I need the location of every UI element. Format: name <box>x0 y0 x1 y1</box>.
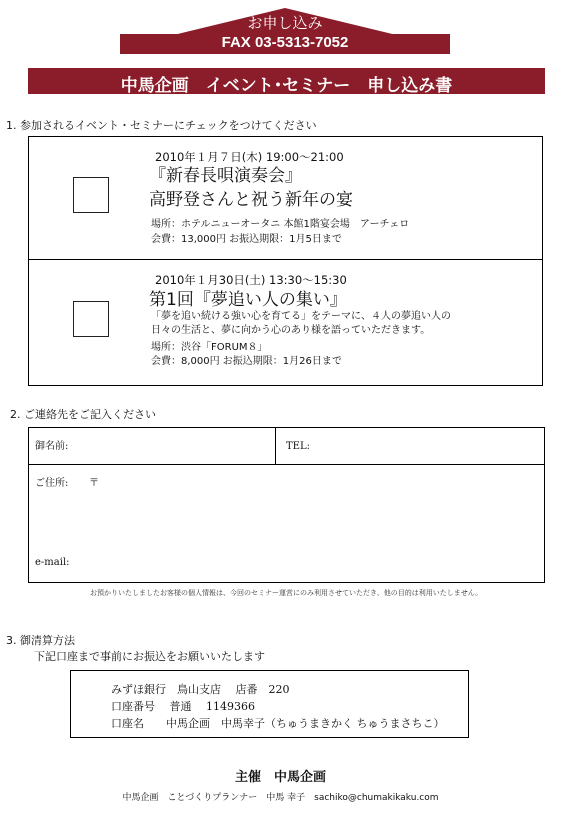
section2-heading: 2. ご連絡先をご記入ください <box>10 408 156 421</box>
event2-desc-line1: 「夢を追い続ける強い心を育てる」をテーマに、４人の夢追い人の <box>151 311 451 322</box>
email-label: e-mail: <box>35 557 70 568</box>
bank-info-box <box>70 670 469 738</box>
apply-label: お申し込み <box>247 14 323 32</box>
contact-form <box>28 427 545 583</box>
address-field[interactable] <box>29 465 544 545</box>
events-box <box>28 136 543 386</box>
bank-name: みずほ銀行 鳥山支店 店番 220 <box>111 683 290 696</box>
name-field[interactable] <box>29 430 274 464</box>
tel-field[interactable] <box>276 430 544 464</box>
section3-subheading: 下記口座まで事前にお振込をお願いいたします <box>34 650 265 663</box>
event1-checkbox[interactable] <box>73 177 109 213</box>
event2-title: 第1回『夢追い人の集い』 <box>149 290 347 310</box>
event2-date: 2010年１月30日(土) 13:30〜15:30 <box>155 273 347 287</box>
event1-date: 2010年１月７日(木) 19:00〜21:00 <box>155 150 344 164</box>
fax-number: FAX 03-5313-7052 <box>221 34 349 51</box>
tel-label: TEL: <box>286 441 310 452</box>
event2-place: 場所：渋谷「FORUM８」 <box>151 342 268 353</box>
contact-info: 中馬企画 ことづくりプランナー 中馬 幸子 sachiko@chumakikaku.com <box>122 793 439 803</box>
account-name: 口座名 中馬企画 中馬幸子（ちゅうまきかく ちゅうまさちこ） <box>111 717 445 730</box>
name-label: 御名前: <box>35 441 69 452</box>
section3-heading: 3. 御清算方法 <box>6 634 75 647</box>
section1-heading: 1. 参加されるイベント・セミナーにチェックをつけてください <box>6 119 317 132</box>
events-divider <box>29 259 542 260</box>
event2-checkbox[interactable] <box>73 301 109 337</box>
event2-desc-line2: 日々の生活と、夢に向かう心のあり様を語っていただきます。 <box>151 325 431 336</box>
event1-subtitle: 高野登さんと祝う新年の宴 <box>149 190 353 210</box>
event1-title: 『新春長唄演奏会』 <box>149 166 302 186</box>
page-title: 中馬企画 イベント･セミナー 申し込み書 <box>120 76 453 96</box>
organizer: 主催 中馬企画 <box>234 770 326 785</box>
address-label: ご住所: <box>35 478 69 489</box>
event1-fee: 会費：13,000円 お振込期限：1月5日まで <box>151 234 342 245</box>
account-number: 口座番号 普通 1149366 <box>111 700 255 713</box>
event2-fee: 会費：8,000円 お振込期限：1月26日まで <box>151 356 342 367</box>
privacy-note: お預かりいたしましたお客様の個人情報は、今回のセミナー運営にのみ利用させていただき、他の目的は利用いたしません。 <box>90 589 483 597</box>
event1-place: 場所：ホテルニューオータニ 本館1階宴会場 アーチェロ <box>151 219 410 230</box>
email-field[interactable] <box>29 546 544 582</box>
postal-mark: 〒 <box>89 478 99 489</box>
